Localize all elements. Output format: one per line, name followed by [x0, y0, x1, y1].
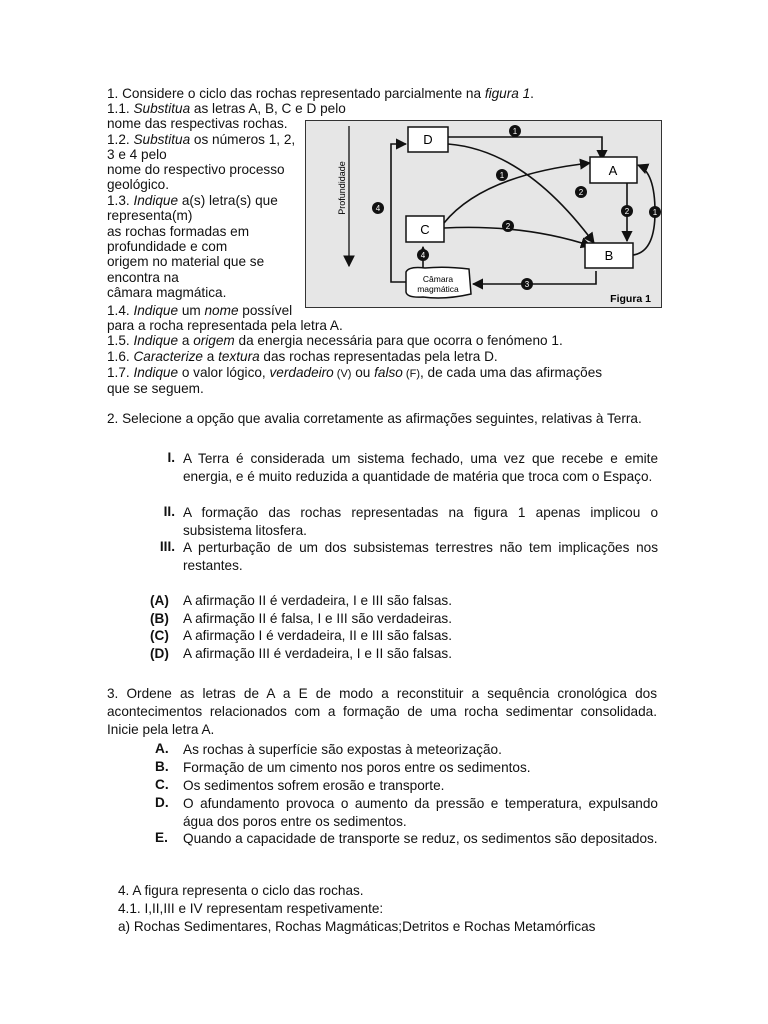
q1-3-line1: 1.3. Indique a(s) letra(s) que: [107, 193, 278, 208]
q2-option-text: A afirmação III é verdadeira, I e II são falsas.: [183, 646, 452, 661]
q2-statement-num: III.: [159, 539, 175, 554]
process-marker-4-left: [372, 202, 384, 214]
q1-3-line3: as rochas formadas em: [107, 224, 250, 239]
q3-item-key: B.: [155, 759, 169, 774]
q1-4-line1: 1.4. Indique um nome possível: [107, 303, 293, 318]
chamber-label-line1: Câmara: [422, 274, 454, 284]
box-a-label: A: [608, 163, 618, 178]
q2-option-text: A afirmação II é verdadeira, I e III são falsas.: [183, 593, 452, 608]
process-marker-2-diagonal: [575, 186, 587, 198]
svg-text:3: 3: [524, 280, 530, 289]
svg-text:4: 4: [420, 251, 426, 260]
box-d-label: D: [423, 132, 433, 147]
svg-text:2: 2: [505, 222, 511, 231]
box-c-label: C: [420, 222, 430, 237]
process-marker-4-chamber: [417, 249, 429, 261]
process-marker-2-vertical: [621, 205, 633, 217]
q1-3-line2: representa(m): [107, 208, 193, 223]
q3-stem: 3. Ordene as letras de A a E de modo a reconstituir a sequência cronológica dos acontecimentos relacionados com a formação de uma rocha sedimentar consolidada. Inicie pela letra A.: [107, 686, 657, 737]
q2-option-text: A afirmação I é verdadeira, II e III são falsas.: [183, 628, 452, 643]
svg-text:2: 2: [624, 207, 630, 216]
q1-3-line5: origem no material que se: [107, 254, 265, 269]
process-marker-3: [521, 278, 533, 290]
q1-3-line4: profundidade e com: [107, 239, 228, 254]
q4-1: 4.1. I,II,III e IV representam respetivamente:: [118, 901, 384, 916]
q1-1-line1: 1.1. Substitua as letras A, B, C e D pelo: [107, 101, 346, 116]
q1-intro: 1. Considere o ciclo das rochas representado parcialmente na figura 1.: [107, 86, 534, 101]
q3-item-key: A.: [155, 741, 169, 756]
q1-2-line1: 1.2. Substitua os números 1, 2,: [107, 132, 296, 147]
process-marker-2-horizontal: [502, 220, 514, 232]
q1-2-line3: nome do respectivo processo: [107, 162, 285, 177]
q1-1-line2: nome das respectivas rochas.: [107, 116, 288, 131]
q3-item-key: C.: [155, 777, 169, 792]
q1-2-line4: geológico.: [107, 177, 169, 192]
q2-statement-num: I.: [167, 450, 175, 465]
q1-5: 1.5. Indique a origem da energia necessária para que ocorra o fenómeno 1.: [107, 333, 563, 348]
figure-caption: Figura 1: [610, 293, 651, 305]
q1-4-line2: para a rocha representada pela letra A.: [107, 318, 343, 333]
q3-item-key: D.: [155, 795, 169, 810]
q4-stem: 4. A figura representa o ciclo das rochas.: [118, 883, 364, 898]
process-marker-1-top: [509, 125, 521, 137]
q2-stem: 2. Selecione a opção que avalia corretamente as afirmações seguintes, relativas à Terra.: [107, 411, 642, 426]
q2-option-key: (D): [150, 646, 169, 661]
q1-3-line6: encontra na: [107, 270, 179, 285]
q2-statement-text: A Terra é considerada um sistema fechado, uma vez que recebe e emite energia, e é muito reduzida a quantidade de matéria que troca com o Espaço.: [183, 451, 658, 484]
chamber-label-line2: magmática: [417, 284, 459, 294]
q3-item-text: O afundamento provoca o aumento da pressão e temperatura, expulsando água dos poros entre os sedimentos.: [183, 796, 658, 829]
figure-background: [305, 120, 662, 308]
q3-item-key: E.: [155, 830, 168, 845]
q2-statement-text: A formação das rochas representadas na figura 1 apenas implicou o subsistema litosfera.: [183, 505, 658, 538]
q3-item-text: As rochas à superfície são expostas à meteorização.: [183, 742, 502, 757]
svg-text:1: 1: [499, 171, 505, 180]
rock-cycle-figure: [305, 120, 662, 308]
process-marker-1-right: [649, 206, 661, 218]
q1-2-line2: 3 e 4 pelo: [107, 147, 167, 162]
q3-item-text: Formação de um cimento nos poros entre os sedimentos.: [183, 760, 531, 775]
q1-3-line7: câmara magmática.: [107, 285, 227, 300]
q2-option-text: A afirmação II é falsa, I e III são verdadeiras.: [183, 611, 452, 626]
q4-option-a: a) Rochas Sedimentares, Rochas Magmáticas;Detritos e Rochas Metamórficas: [118, 919, 596, 934]
q2-option-key: (A): [150, 593, 169, 608]
q3-item-text: Quando a capacidade de transporte se reduz, os sedimentos são depositados.: [183, 831, 658, 846]
q1-7-line2: que se seguem.: [107, 381, 204, 396]
process-marker-1-middle: [496, 169, 508, 181]
svg-text:1: 1: [512, 127, 518, 136]
svg-text:4: 4: [375, 204, 381, 213]
q2-statement-num: II.: [163, 504, 175, 519]
depth-axis-label: Profundidade: [337, 161, 347, 215]
svg-text:1: 1: [652, 208, 658, 217]
q2-option-key: (C): [150, 628, 169, 643]
q3-item-text: Os sedimentos sofrem erosão e transporte.: [183, 778, 445, 793]
q1-7-line1: 1.7. Indique o valor lógico, verdadeiro (V) ou falso (F), de cada uma das afirmações: [107, 365, 603, 380]
q2-option-key: (B): [150, 611, 169, 626]
q2-statement-text: A perturbação de um dos subsistemas terrestres não tem implicações nos restantes.: [183, 540, 658, 573]
box-b-label: B: [604, 248, 614, 263]
q1-6: 1.6. Caracterize a textura das rochas representadas pela letra D.: [107, 349, 498, 364]
svg-text:2: 2: [578, 188, 584, 197]
